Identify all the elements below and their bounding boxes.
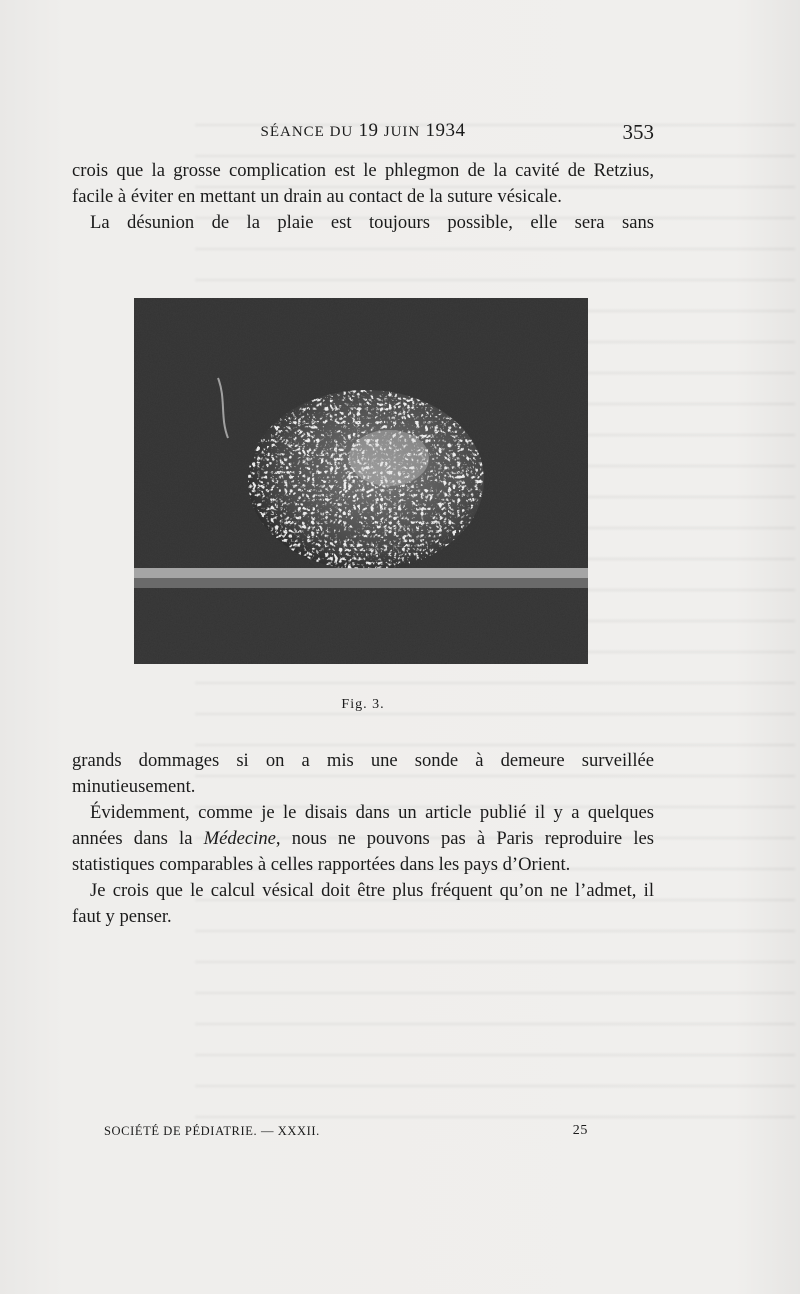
paragraph: La désunion de la plaie est toujours possible, elle sera sans	[90, 212, 654, 233]
journal-title: Médecine	[203, 828, 276, 849]
gathering-signature: 25	[572, 1123, 588, 1138]
paragraph	[72, 800, 654, 878]
text-block-bottom	[72, 748, 654, 930]
running-head-prefix: SÉANCE DU	[260, 124, 354, 140]
running-head-date: 19	[358, 120, 379, 141]
society-signature: SOCIÉTÉ DE PÉDIATRIE. — XXXII.	[104, 1124, 320, 1138]
paragraph: Je crois que le calcul vésical doit être plus fréquent qu’on ne l’admet, il faut y penser.	[72, 880, 654, 927]
page-number: 353	[622, 120, 654, 144]
figure-caption: Fig. 3.	[341, 697, 385, 712]
paragraph: grands dommages si on a mis une sonde à demeure surveillée minutieusement.	[72, 750, 654, 797]
calculus-photo	[134, 298, 588, 664]
paragraph-text: , nous ne pouvons pas à Paris reproduire les statistiques comparables à celles rapportées dans les pays d’Orient.	[72, 828, 654, 875]
figure-photograph	[134, 298, 588, 664]
running-head	[72, 120, 654, 142]
text-block-top	[72, 158, 654, 236]
running-head-year: 1934	[425, 120, 466, 141]
page-footer	[104, 1124, 588, 1144]
page-header	[72, 118, 654, 148]
running-head-month: JUIN	[383, 124, 421, 140]
paragraph: crois que la grosse complication est le phlegmon de la cavité de Retzius, facile à éviter en mettant un drain au contact de la suture vésicale.	[72, 160, 654, 207]
paragraph-text: Évidemment, comme je le disais dans un article publié il y a quelques années dans la	[72, 802, 654, 849]
